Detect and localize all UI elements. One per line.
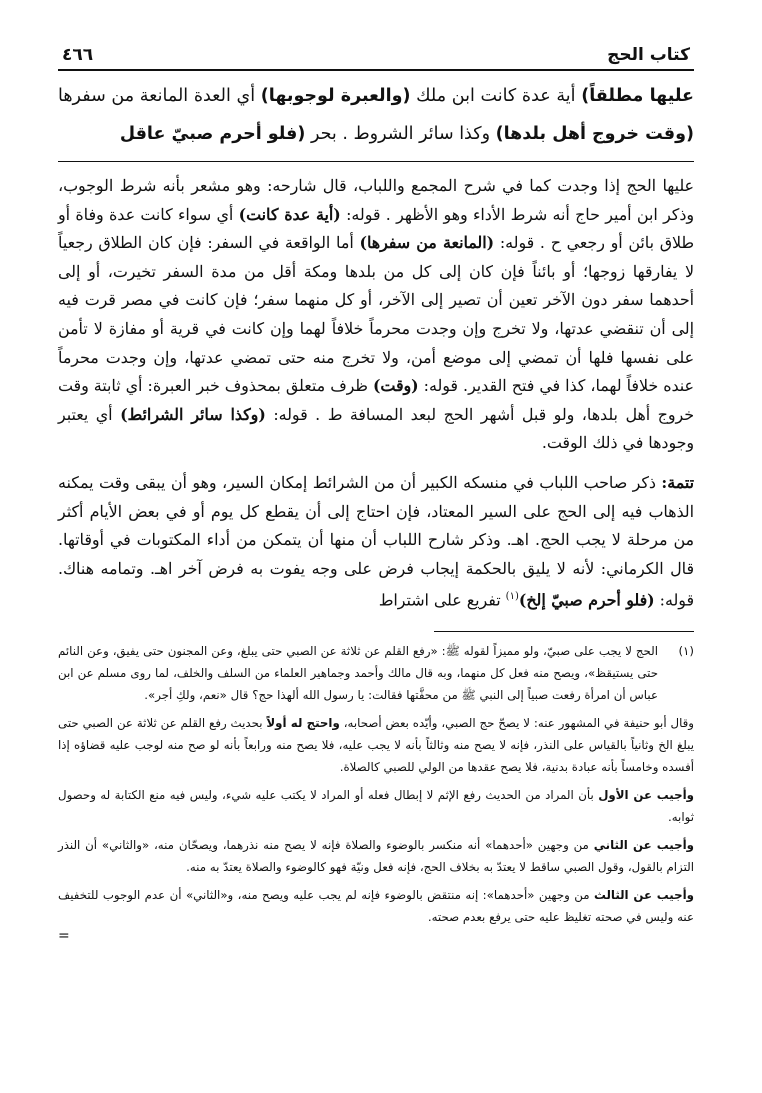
footnote-reference: (١) [505, 591, 519, 603]
text-run: أما الواقعة في السفر: فإن كان الطلاق رجعياً لا يفارقها زوجها؛ أو بائناً فإن كان إلى كل من بلدها ومكة أقل من مدة السفر تخيرت، أو إلى أحدهما سفر دون الآخر تعين أن تصير إلى الآخر، أو كل منهما سفر؛ فإن كانت في مصر قرت فيه إلى أن تنقضي عدتها، ولا تخرج وإن وجدت محرماً خلافاً لهما وإن كانت في قرية أو مفازة لا تأمن على نفسها فلها أن تمضي إلى موضع أمن، ولا تخرج منه حتى تمضي عدتها، وإن وجدت محرماً عنده خلافاً لهما، كذا في فتح القدير. قوله: [58, 233, 694, 396]
text-run: أية عدة كانت ابن ملك [410, 86, 582, 106]
text-run: (المانعة من سفرها) [359, 233, 495, 253]
footnote-paragraph [58, 712, 694, 778]
text-run: ذكر صاحب اللباب في منسكه الكبير أن من الشرائط إمكان السير، وهو أن يبقى وقت يمكنه الذهاب فيه إلى الحج على السير المعتاد، فإن احتاج إلى أن يقطع كل يوم أو في بعض الأيام أكثر من مرحلة لا يجب الحج. اهـ. وذكر شارح اللباب أن منها أن يتمكن من أداء المكتوبات في أوقاتها. قال الكرماني: لأنه لا يليق بالحكمة إيجاب فرض على وجه يفوت به فرض آخر اهـ. وتمامه هناك. قوله: [58, 472, 694, 610]
text-run: الحج لا يجب على صبيّ، ولو مميزاً لقوله ﷺ: «رفع القلم عن ثلاثة عن الصبي حتى يبلغ، وعن المجنون حتى يفيق، وعن النائم حتى يستيقظ»، ويصح منه فعل كل منهما، وبه قال مالك وأحمد وجماهير العلماء من السلف والخلف، لما روى مسلم عن ابن عباس أن امرأة رفعت صبياً إلى النبي ﷺ من محفَّتها فقالت: يا رسول الله ألهذا حج؟ قال «نعم، ولكِ أجر». [58, 644, 658, 703]
book-page [58, 45, 694, 944]
commentary-paragraph [58, 469, 694, 615]
text-run: (وقت خروج أهل بلدها) [495, 124, 694, 144]
footnote-number: (١) [678, 644, 694, 659]
text-run: (فلو أحرم صبيّ إلخ) [518, 590, 655, 610]
text-run: (وقت) [372, 376, 419, 396]
running-title: كتاب الحج [607, 45, 690, 65]
text-run: عليها مطلقاً) [581, 86, 694, 106]
footnote-paragraph [58, 884, 694, 928]
footnote-paragraph [58, 784, 694, 828]
text-run: واحتج له أولاً [266, 716, 340, 731]
commentary [58, 162, 694, 615]
main-text-paragraph [58, 77, 694, 153]
footnotes [58, 640, 694, 944]
text-run: (وكذا سائر الشرائط) [120, 404, 266, 424]
text-run: بحديث رفع القلم عن ثلاثة عن الصبي حتى يبلغ الخ وثانياً بالقياس على النذر، فإنه لا يصح منه وثالثاً بأنه لا يجب عليه، فلا يصح منه ورابعاً بأنه لو صح منه لوجب عليه قضاؤه إذا أفسده وخامساً بأنه عبادة بدنية، فلا يصح عقدها من الولي للصبي كالصلاة. [58, 716, 694, 775]
text-run: تتمة: [661, 472, 694, 492]
text-run: وأجيب عن الأول [598, 788, 694, 803]
text-run: تفريع على اشتراط [378, 590, 506, 610]
text-run: أي العدة المانعة من سفرها [58, 86, 261, 106]
text-run: ظرف متعلق بمحذوف خبر العبرة: أي ثابتة وقت خروج أهل بلدها، ولو قبل أشهر الحج لبعد المسافة ط . قوله: [58, 376, 694, 424]
text-run: من وجهين «أحدهما»: إنه منتقض بالوضوء فإنه لم يجب عليه ويصح منه، و«الثاني» أن عدم الوجوب للتخفيف عنه وليس في صحته تغليظ عليه حتى يرفع بعدم صحته. [58, 888, 694, 925]
text-run: بأن المراد من الحديث رفع الإثم لا إبطال فعله أو المراد لا يكتب عليه شيء، وليس فيه منع الكتابة له وحصول ثوابه. [58, 788, 694, 825]
text-run: عليها الحج إذا وجدت كما في شرح المجمع واللباب، قال شارحه: وهو مشعر بأنه شرط الوجوب، وذكر ابن أمير حاج أنه شرط الأداء وهو الأظهر . قوله: [58, 176, 694, 224]
page-header [58, 45, 694, 71]
footnote-paragraph [58, 834, 694, 878]
main-text [58, 71, 694, 162]
text-run: وأجيب عن الثالث [593, 888, 694, 903]
text-run: (أية عدة كانت) [238, 204, 341, 224]
text-run: من وجهين «أحدهما» أنه منكسر بالوضوء والصلاة فإنه لا يصح منه نذرهما، ويصحّان منه، «والثاني» أن النذر التزام بالقول، وقول الصبي ساقط لا يعتدّ به بخلاف الحج، فإنه فعل ونيّة فهو كالوضوء والصلاة يعتدّ به منه. [58, 838, 694, 875]
text-run: (فلو أحرم صبيّ عاقل [119, 124, 306, 144]
page-number: ٤٦٦ [62, 45, 94, 65]
footnote-paragraph [58, 640, 694, 706]
footnote-divider [434, 631, 694, 632]
text-run: أي يعتبر وجودها في ذلك الوقت. [58, 404, 694, 453]
text-run: وقال أبو حنيفة في المشهور عنه: لا يصحّ حج الصبي، وأيّده بعض أصحابه، [339, 716, 695, 731]
commentary-paragraph [58, 172, 694, 458]
text-run: وكذا سائر الشروط . بحر [305, 124, 496, 144]
text-run: (والعبرة لوجوبها) [260, 86, 411, 106]
continuation-mark: = [58, 928, 70, 945]
text-run: وأجيب عن الثاني [593, 838, 694, 853]
text-run: أي سواء كانت عدة وفاة أو طلاق بائن أو رجعي ح . قوله: [58, 204, 694, 253]
